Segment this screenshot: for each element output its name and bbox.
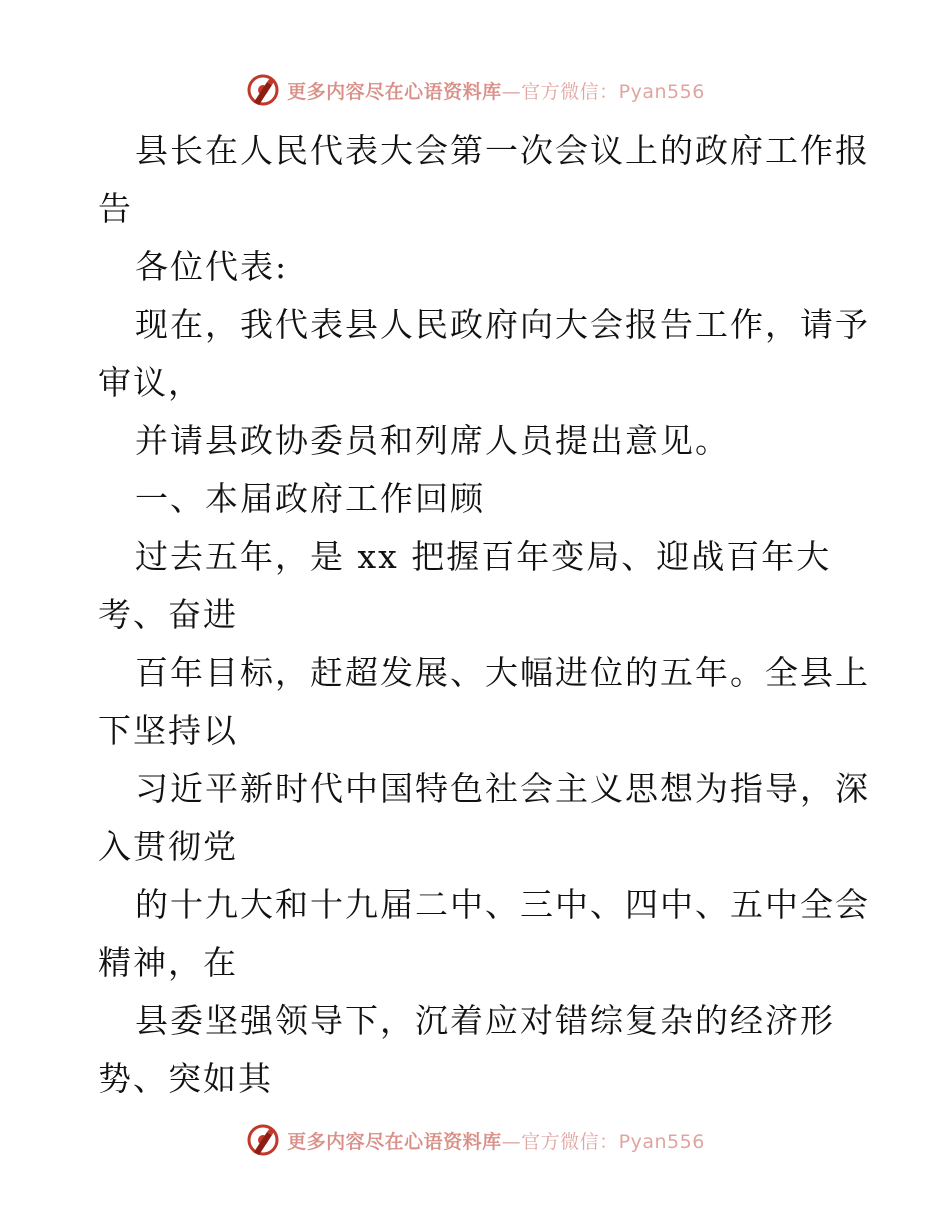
document-line: 县委坚强领导下，沉着应对错综复杂的经济形 — [135, 1001, 835, 1040]
footer-separator: — — [501, 1130, 522, 1153]
document-line: 一、本届政府工作回顾 — [135, 479, 485, 518]
footer-brand-text: 更多内容尽在心语资料库 — [287, 1130, 502, 1153]
pen-logo-icon — [245, 72, 281, 108]
document-line: 现在，我代表县人民政府向大会报告工作，请予 — [135, 305, 870, 344]
document-line: 各位代表: — [135, 247, 289, 286]
document-line: 百年目标，赶超发展、大幅进位的五年。全县上 — [135, 653, 870, 692]
document-line: 并请县政协委员和列席人员提出意见。 — [135, 421, 730, 460]
document-line: 势、突如其 — [98, 1059, 273, 1098]
footer-watermark-text — [287, 1127, 705, 1154]
document-line: 精神，在 — [98, 943, 238, 982]
footer-wechat-text: 官方微信：Pyan556 — [521, 1130, 705, 1153]
pen-logo-icon — [245, 1122, 281, 1158]
header-wechat-text: 官方微信：Pyan556 — [521, 80, 705, 103]
header-separator: — — [501, 80, 522, 103]
header-watermark-text — [287, 77, 705, 104]
document-line: 审议， — [98, 363, 203, 402]
document-line: 下坚持以 — [98, 711, 238, 750]
footer-watermark-banner — [0, 1120, 950, 1160]
document-line: 过去五年，是 xx 把握百年变局、迎战百年大 — [135, 537, 832, 576]
document-line: 告 — [98, 189, 133, 228]
document-line: 县长在人民代表大会第一次会议上的政府工作报 — [135, 131, 870, 170]
document-line: 的十九大和十九届二中、三中、四中、五中全会 — [135, 885, 870, 924]
document-line: 入贯彻党 — [98, 827, 238, 866]
header-watermark-banner — [0, 70, 950, 110]
document-line: 习近平新时代中国特色社会主义思想为指导，深 — [135, 769, 870, 808]
document-body — [98, 122, 870, 1108]
header-brand-text: 更多内容尽在心语资料库 — [287, 80, 502, 103]
document-line: 考、奋进 — [98, 595, 238, 634]
